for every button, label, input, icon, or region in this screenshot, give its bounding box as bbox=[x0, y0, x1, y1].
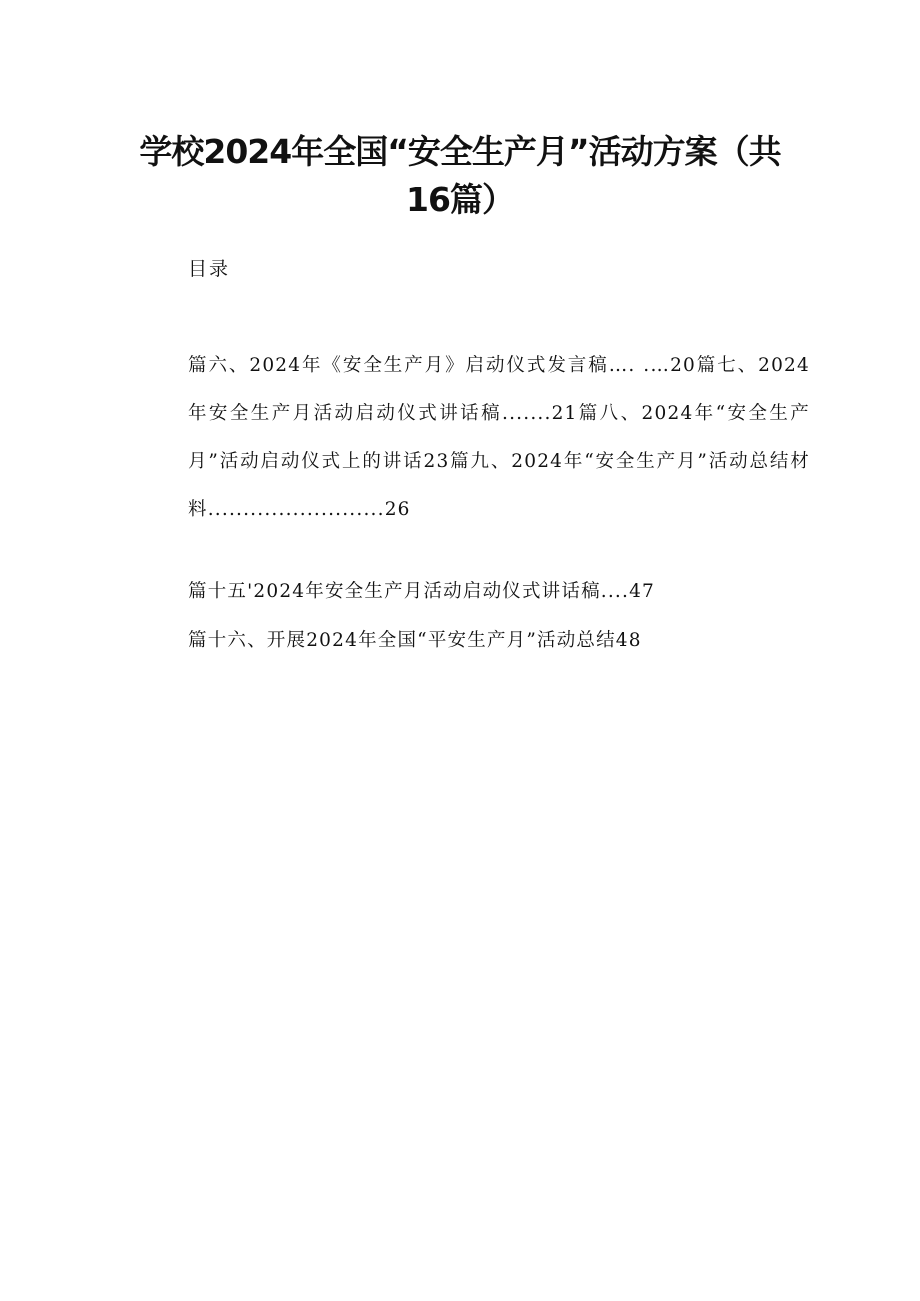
toc-entry-15: 篇十五'2024年安全生产月活动启动仪式讲话稿....47 bbox=[188, 581, 656, 602]
document-title: 学校2024年全国“安全生产月”活动方案（共16篇） bbox=[139, 132, 781, 219]
toc-heading: 目录 bbox=[188, 258, 231, 280]
toc-entry-16: 篇十六、开展2024年全国“平安生产月”活动总结48 bbox=[188, 630, 642, 651]
toc-paragraph: 篇六、2024年《安全生产月》启动仪式发言稿…. .…20篇七、2024年安全生产月活动启动仪式讲话稿.......21篇八、2024年“安全生产月”活动启动仪式上的讲话23篇九、2024年“安全生产月”活动总结材料.........................26 bbox=[188, 355, 810, 520]
